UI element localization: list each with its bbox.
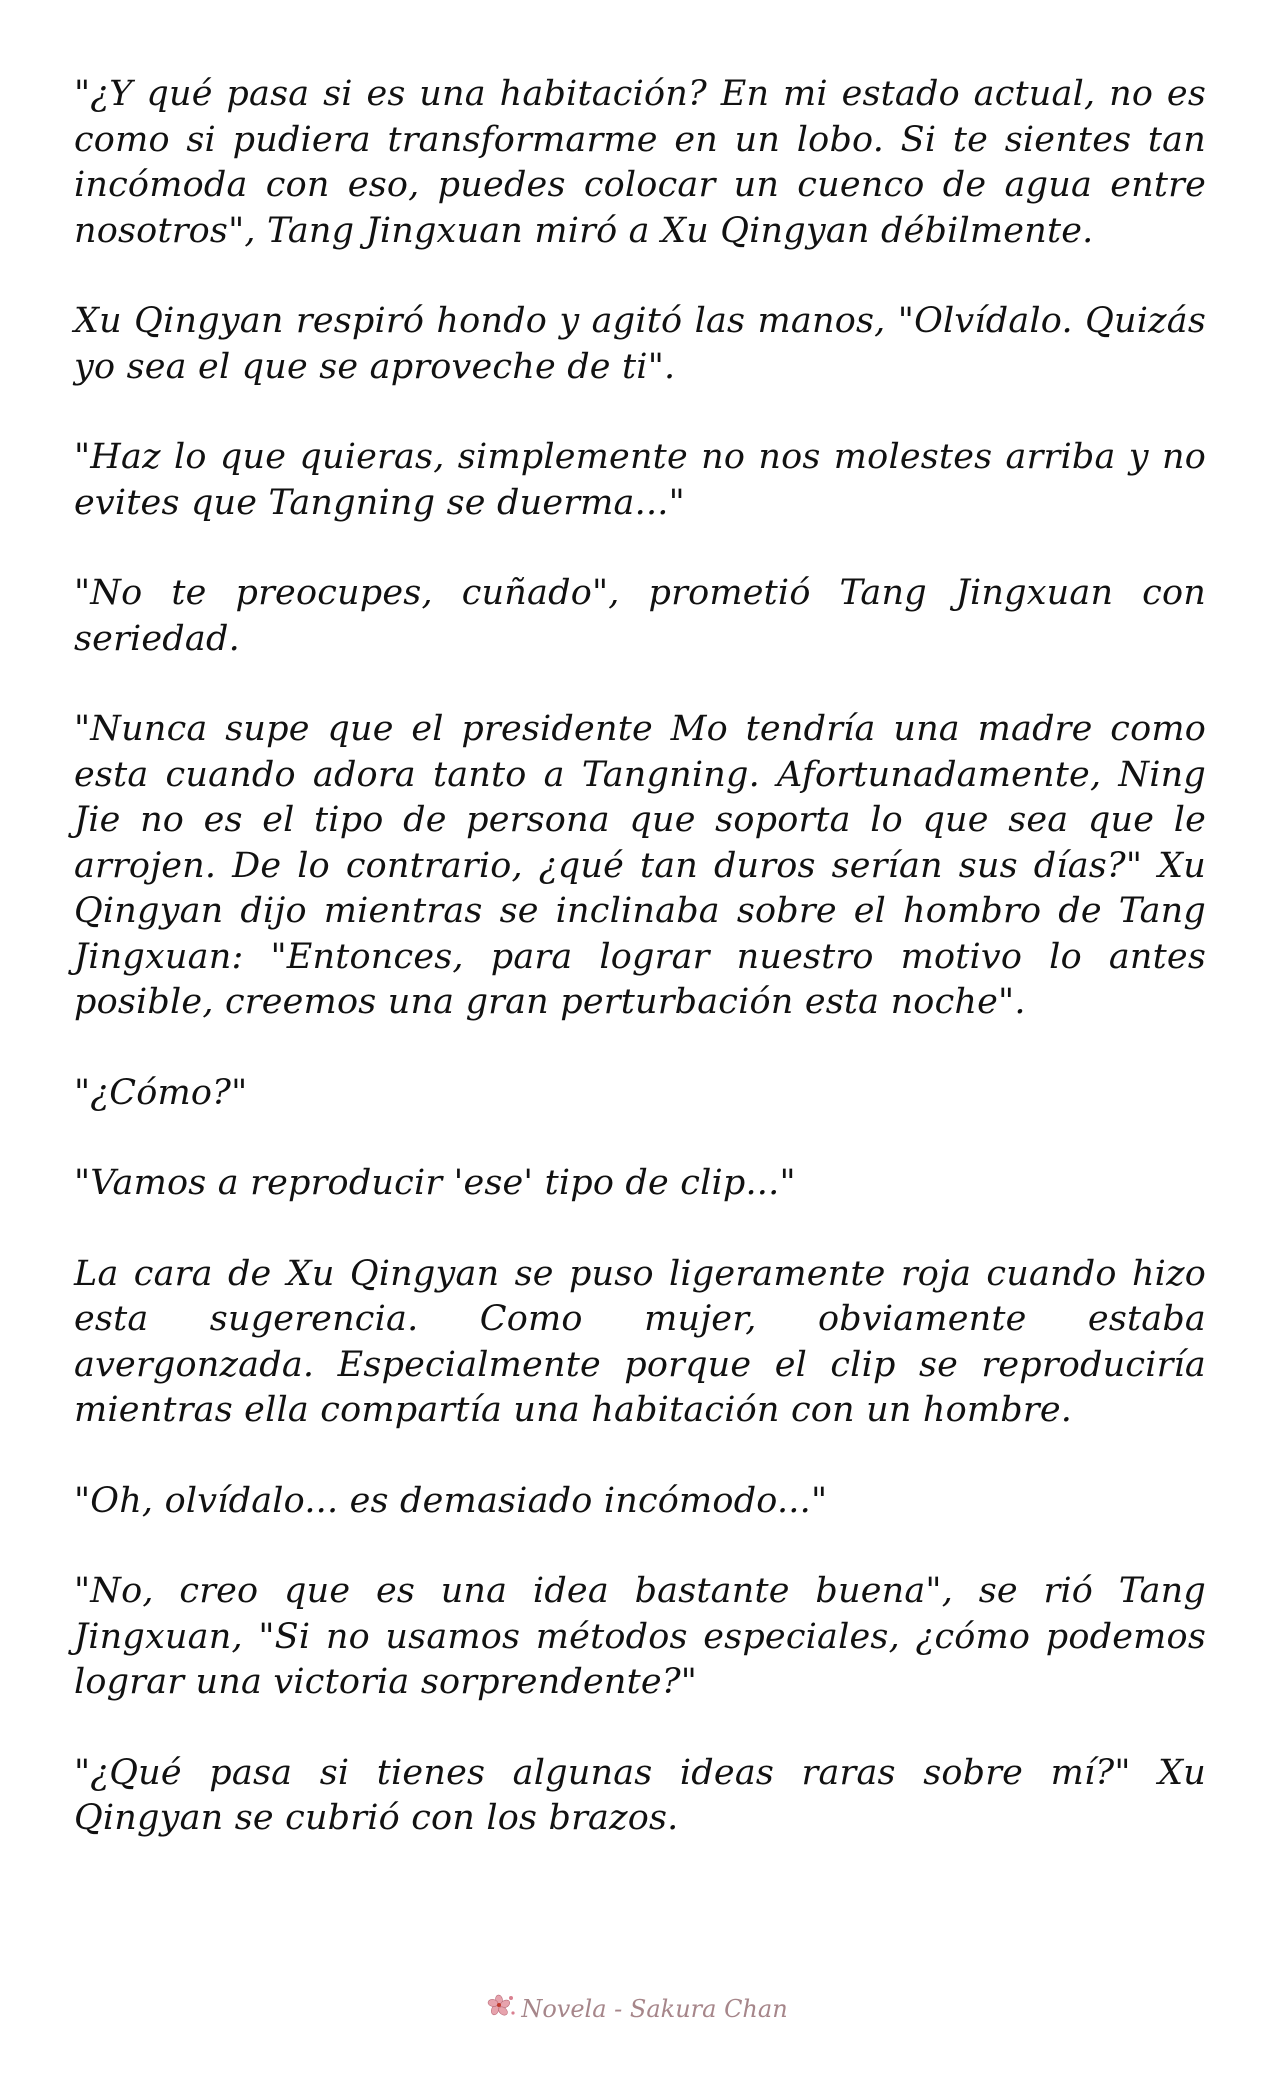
paragraph: "No te preocupes, cuñado", prometió Tang Jingxuan con seriedad.	[74, 573, 1206, 659]
document-body	[74, 72, 1206, 1887]
watermark	[0, 1993, 1275, 2023]
paragraph: La cara de Xu Qingyan se puso ligeramente roja cuando hizo esta sugerencia. Como mujer, obviamente estaba avergonzada. Especialmente porque el clip se reproduciría mientras ella compartía una habitación con un hombre.	[74, 1253, 1206, 1430]
paragraph: "¿Qué pasa si tienes algunas ideas raras sobre mí?" Xu Qingyan se cubrió con los brazos.	[74, 1752, 1206, 1838]
paragraph: "No, creo que es una idea bastante buena", se rió Tang Jingxuan, "Si no usamos métodos especiales, ¿cómo podemos lograr una victoria sorprendente?"	[74, 1571, 1206, 1702]
paragraph: "¿Y qué pasa si es una habitación? En mi estado actual, no es como si pudiera transformarme en un lobo. Si te sientes tan incómoda con eso, puedes colocar un cuenco de agua entre nosotros", Tang Jingxuan miró a Xu Qingyan débilmente.	[74, 74, 1206, 251]
paragraph: "¿Cómo?"	[74, 1072, 248, 1113]
paragraph: "Oh, olvídalo... es demasiado incómodo..."	[74, 1480, 828, 1521]
watermark-text: Novela - Sakura Chan	[521, 1995, 788, 2023]
sakura-flower-icon	[487, 1993, 517, 2021]
paragraph: "Vamos a reproducir 'ese' tipo de clip..."	[74, 1163, 796, 1203]
paragraph: Xu Qingyan respiró hondo y agitó las manos, "Olvídalo. Quizás yo sea el que se aproveche de ti".	[74, 301, 1206, 387]
paragraph: "Nunca supe que el presidente Mo tendría una madre como esta cuando adora tanto a Tangning. Afortunadamente, Ning Jie no es el tipo de persona que soporta lo que sea que le arrojen. De lo contrario, ¿qué tan duros serían sus días?" Xu Qingyan dijo mientras se inclinaba sobre el hombro de Tang Jingxuan: "Entonces, para lograr nuestro motivo lo antes posible, creemos una gran perturbación esta noche".	[74, 709, 1206, 1022]
paragraph: "Haz lo que quieras, simplemente no nos molestes arriba y no evites que Tangning se duerma..."	[74, 437, 1206, 523]
